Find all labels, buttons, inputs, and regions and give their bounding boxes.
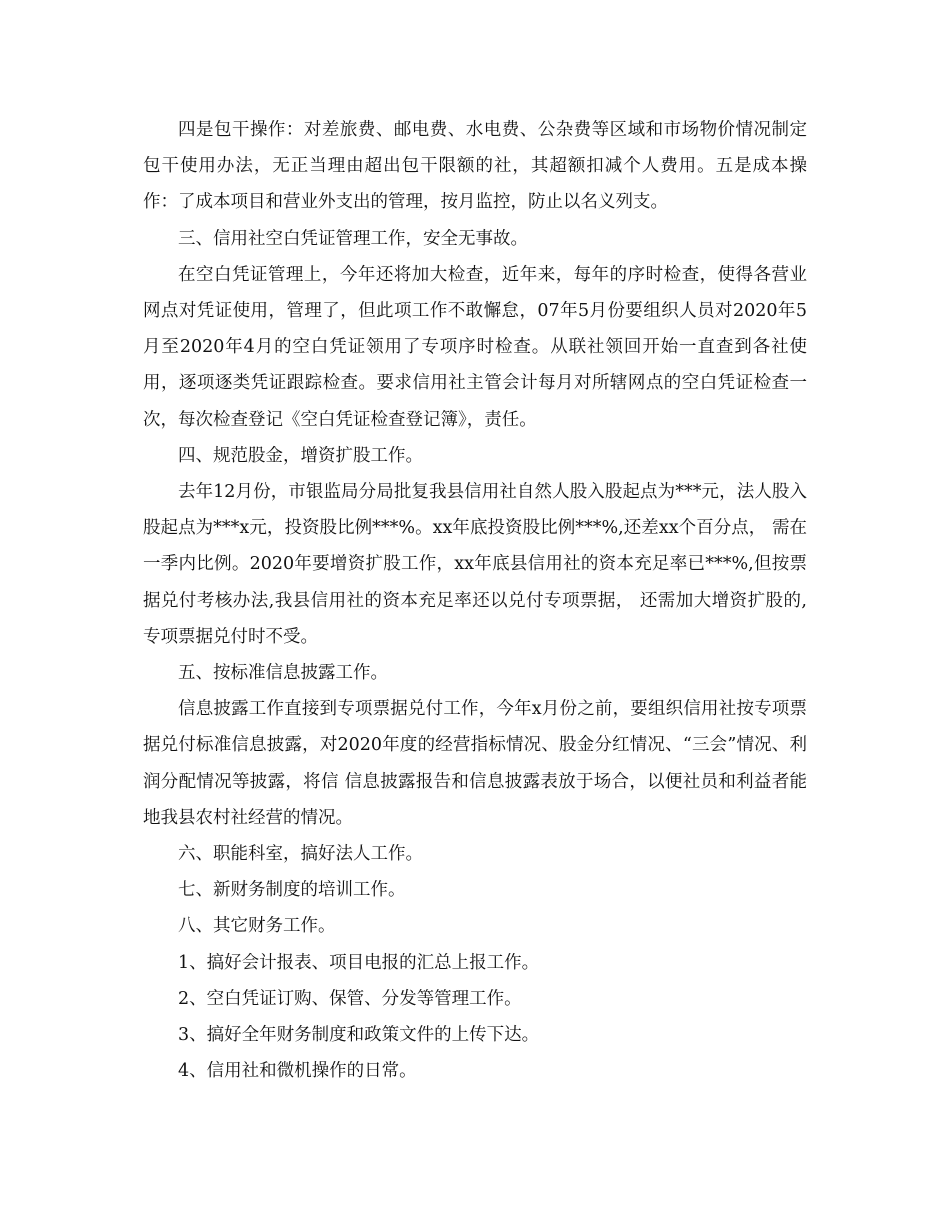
- paragraph-14: 4、信用社和微机操作的日常。: [178, 1061, 417, 1082]
- paragraph-4: 四、规范股金，增资扩股工作。: [178, 445, 423, 466]
- paragraph-10: 八、其它财务工作。: [178, 916, 336, 937]
- paragraph-7: 信息披露工作直接到专项票据兑付工作，今年x月份之前，要组织信用社按专项票据兑付标准信息披露，对2020年度的经营指标情况、股金分红情况、“三会”情况、利润分配情况等披露，将信 信息披露报告和信息披露表放于场合，以便社员和利益者能地我县农村社经营的情况。: [143, 699, 807, 828]
- paragraph-12: 2、空白凭证订购、保管、分发等管理工作。: [178, 988, 522, 1009]
- paragraph-11: 1、搞好会计报表、项目电报的汇总上报工作。: [178, 952, 540, 973]
- paragraph-1: 四是包干操作：对差旅费、邮电费、水电费、公杂费等区域和市场物价情况制定包干使用办法，无正当理由超出包干限额的社，其超额扣减个人费用。五是成本操作：了成本项目和营业外支出的管理，按月监控，防止以名义列支。: [143, 120, 807, 213]
- paragraph-5: 去年12月份，市银监局分局批复我县信用社自然人股入股起点为***元，法人股入股起点为***x元，投资股比例***%。xx年底投资股比例***%,还差xx个百分点， 需在一季内比例。2020年要增资扩股工作，xx年底县信用社的资本充足率已***%,但按票据兑付考核办法,我县信用社的资本充足率还以兑付专项票据， 还需加大增资扩股的,专项票据兑付时不受。: [143, 482, 807, 647]
- document-body: [143, 112, 807, 1089]
- paragraph-13: 3、搞好全年财务制度和政策文件的上传下达。: [178, 1025, 540, 1046]
- paragraph-2: 三、信用社空白凭证管理工作，安全无事故。: [178, 228, 528, 249]
- paragraph-6: 五、按标准信息披露工作。: [178, 663, 388, 684]
- paragraph-8: 六、职能科室，搞好法人工作。: [178, 844, 423, 865]
- paragraph-3: 在空白凭证管理上，今年还将加大检查，近年来，每年的序时检查，使得各营业网点对凭证使用，管理了，但此项工作不敢懈怠，07年5月份要组织人员对2020年5月至2020年4月的空白凭证领用了专项序时检查。从联社领回开始一直查到各社使用，逐项逐类凭证跟踪检查。要求信用社主管会计每月对所辖网点的空白凭证检查一次，每次检查登记《空白凭证检查登记簿》，责任。: [143, 264, 807, 430]
- paragraph-9: 七、新财务制度的培训工作。: [178, 880, 406, 901]
